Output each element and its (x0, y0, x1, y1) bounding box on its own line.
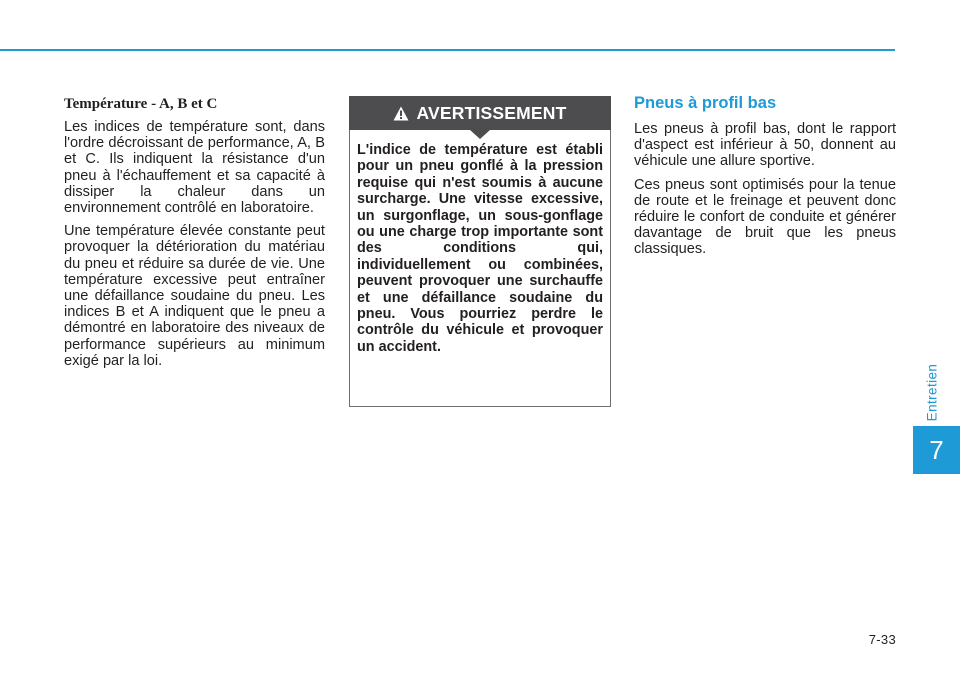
warning-title: AVERTISSEMENT (416, 102, 567, 123)
chapter-name: Entretien (924, 363, 940, 421)
warning-header (349, 96, 611, 130)
warning-triangle-icon (393, 106, 409, 121)
chapter-number: 7 (929, 434, 944, 465)
right-paragraph-1: Les pneus à profil bas, dont le rapport d'aspect est inférieur à 50, donnent au véhicule une allure sportive. (634, 121, 896, 170)
left-paragraph-1: Les indices de température sont, dans l'ordre décroissant de performance, A, B et C. Ils indiquent la résistance d'un pneu à l'échauffement et sa capacité à dissiper la chaleur dans un environnement contrôlé en laboratoire. (64, 119, 325, 217)
warning-box (349, 96, 611, 407)
chapter-tab (913, 426, 960, 474)
warning-text: L'indice de température est établi pour un pneu gonflé à la pression requise qui n'est soumis à aucune surcharge. Une vitesse excessive, un surgonflage, un sous-gonflage ou une charge trop importante sont des conditions qui, individuellement ou combinées, peuvent provoquer une surchauffe et une défaillance soudaine du pneu. Vous pourriez perdre le contrôle du véhicule et provoquer un accident. (357, 142, 603, 355)
low-profile-tires-title: Pneus à profil bas (634, 94, 777, 112)
right-column (634, 94, 896, 265)
chapter-side-label (922, 362, 942, 422)
left-column (64, 95, 325, 376)
page-number: 7-33 (868, 632, 896, 647)
header-rule (0, 49, 895, 51)
temperature-heading: Température - A, B et C (64, 96, 218, 112)
left-paragraph-2: Une température élevée constante peut provoquer la détérioration du matériau du pneu et réduire sa durée de vie. Une température excessive peut entraîner une défaillance soudaine du pneu. Les indices B et A indiquent que le pneu a démontré en laboratoire des niveaux de performance supérieurs au minimum exigé par la loi. (64, 223, 325, 369)
right-paragraph-2: Ces pneus sont optimisés pour la tenue de route et le freinage et peuvent donc réduire le confort de conduite et générer davantage de bruit que les pneus classiques. (634, 176, 896, 258)
